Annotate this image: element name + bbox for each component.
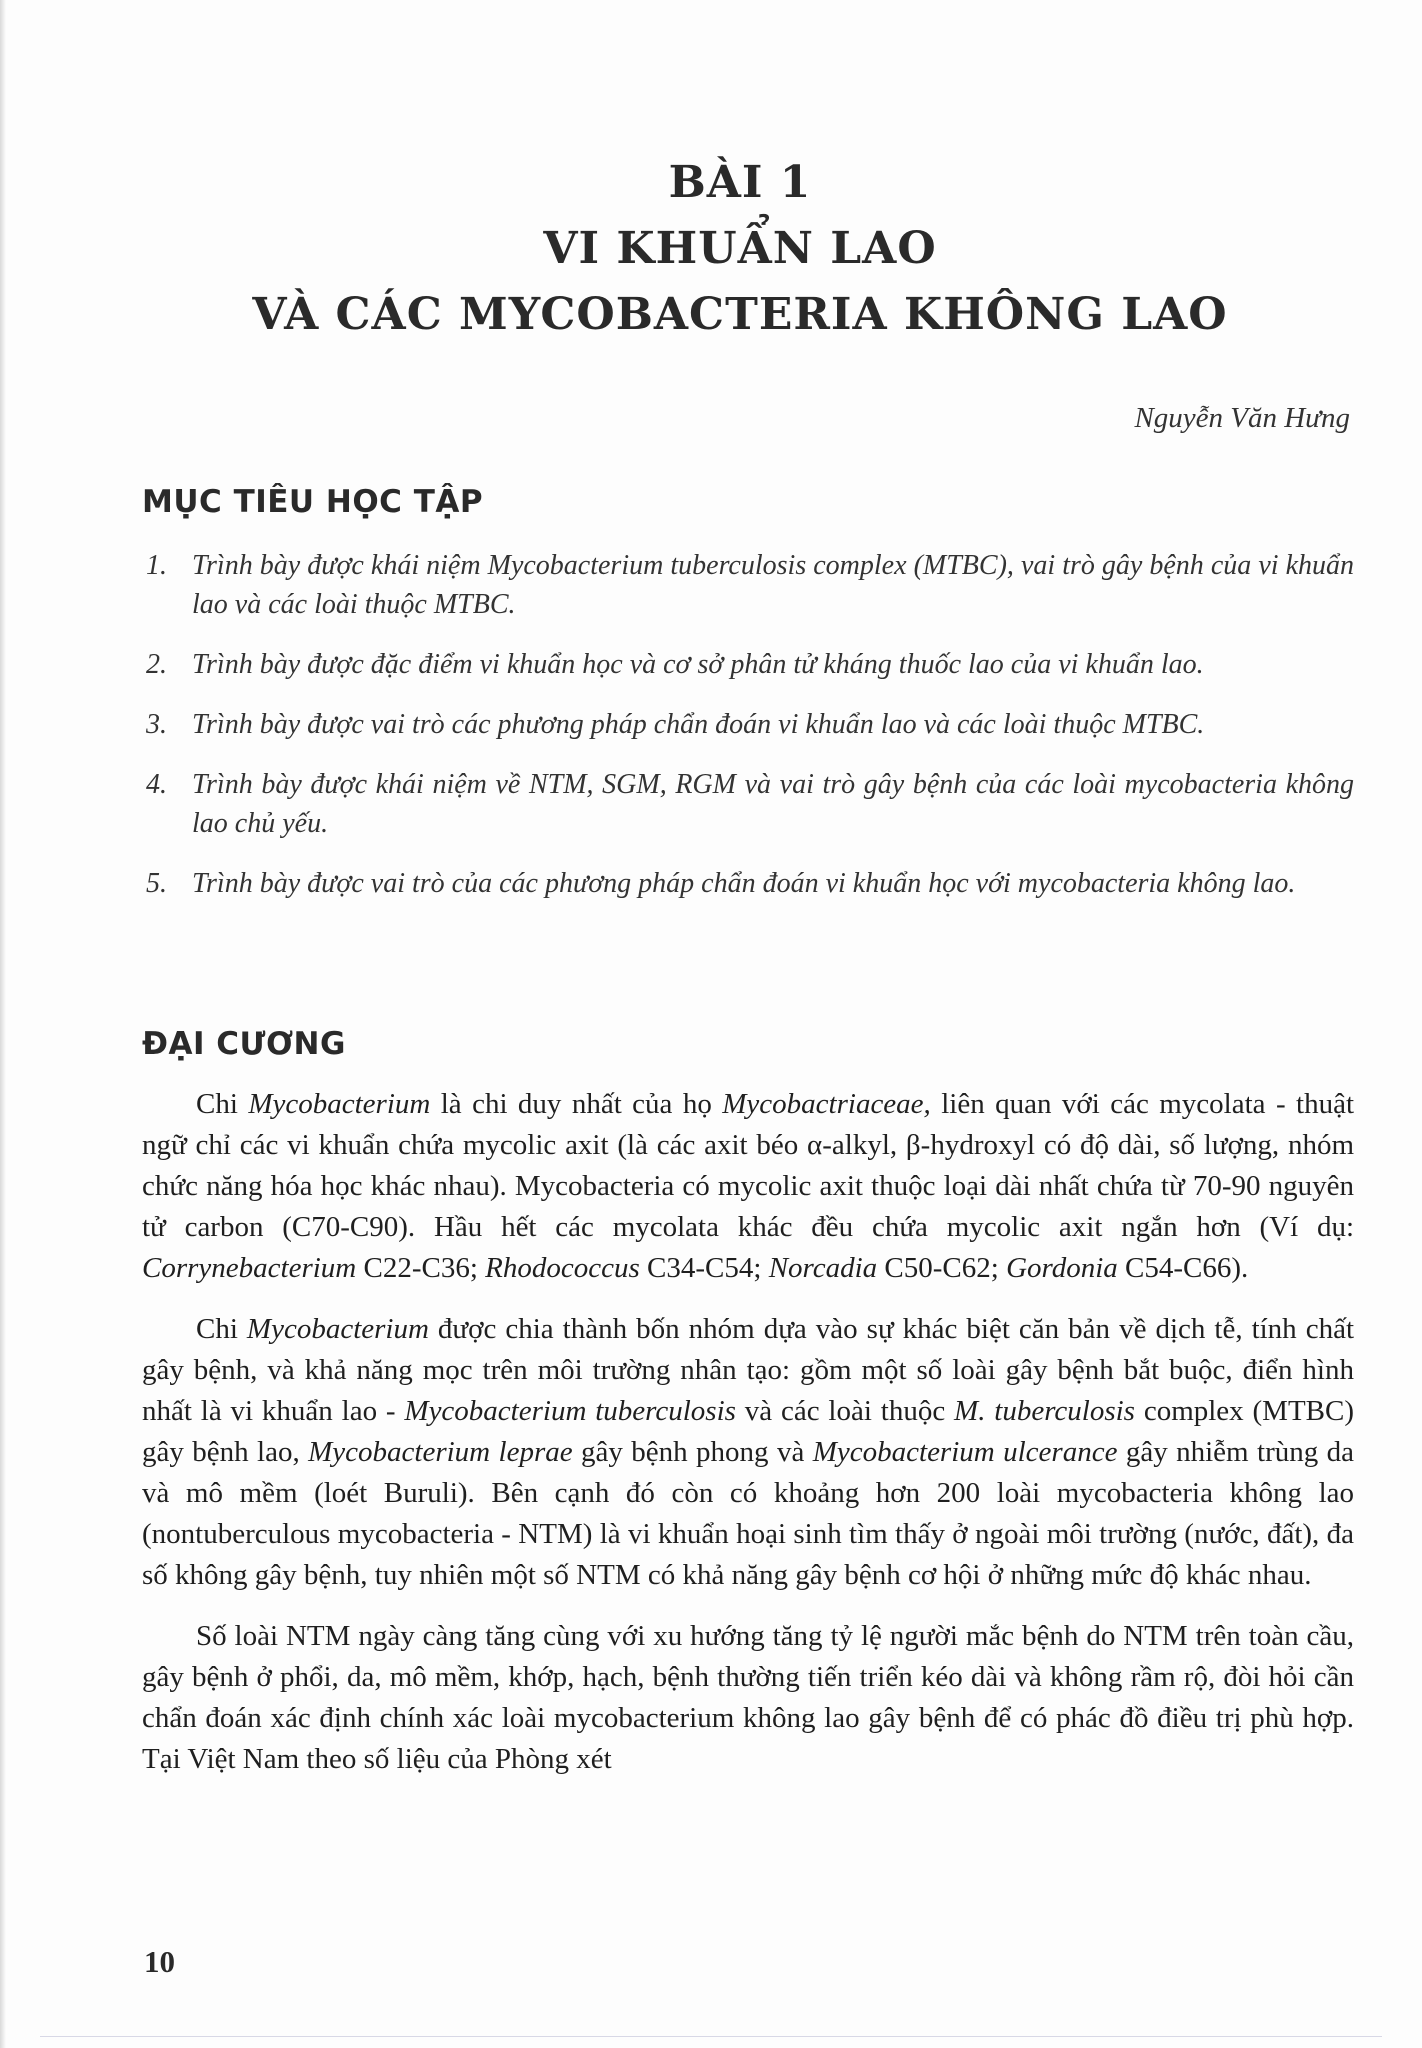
text-run: là chi duy nhất của họ — [430, 1088, 723, 1120]
species-name: Norcadia — [768, 1252, 878, 1284]
item-number: 3. — [146, 709, 167, 740]
item-text: Trình bày được vai trò của các phương pháp chẩn đoán vi khuẩn học với mycobacteria không lao. — [192, 868, 1296, 899]
page-number: 10 — [144, 1944, 175, 1979]
text-run: liên quan với các mycolata - thuật ngữ chỉ các vi khuẩn chứa mycolic axit (là các axit béo α-alkyl, β-hydroxyl có độ dài, số lượng, nhóm chức năng hóa học khác nhau). Mycobacteria có mycolic axit thuộc loại dài nhất chứa từ 70-90 nguyên tử carbon (C70-C90). Hầu hết các mycolata khác đều chứa mycolic axit ngắn hơn (Ví dụ: — [142, 1088, 1355, 1243]
species-name: Corrynebacterium — [142, 1252, 357, 1284]
item-text: Trình bày được vai trò các phương pháp chẩn đoán vi khuẩn lao và các loài thuộc MTBC. — [192, 709, 1205, 740]
species-name: Mycobactriaceae, — [722, 1088, 931, 1120]
species-name: Mycobacterium tuberculosis — [404, 1395, 736, 1427]
text-run: Chi — [196, 1088, 249, 1120]
species-name: Mycobacterium — [248, 1088, 431, 1120]
text-run: C22-C36; — [356, 1252, 486, 1284]
objectives-list — [146, 546, 1354, 924]
text-run: Chi — [196, 1313, 247, 1345]
species-name: Mycobacterium — [246, 1313, 429, 1345]
species-name: Rhodococcus — [485, 1252, 640, 1284]
item-text: Trình bày được khái niệm về NTM, SGM, RGM và vai trò gây bệnh của các loài mycobacteria không lao chủ yếu. — [192, 769, 1354, 839]
text-run: C34-C54; — [639, 1252, 769, 1284]
chapter-title-line-1: VI KHUẨN LAO — [543, 223, 937, 274]
overview-heading: ĐẠI CƯƠNG — [142, 1026, 346, 1062]
text-run: gây nhiễm trùng da và mô mềm (loét Buruli). Bên cạnh đó còn có khoảng hơn 200 loài mycobacteria không lao (nontuberculous mycobacteria - NTM) là vi khuẩn hoại sinh tìm thấy ở ngoài môi trường (nước, đất), đa số không gây bệnh, tuy nhiên một số NTM có khả năng gây bệnh cơ hội ở những mức độ khác nhau. — [142, 1436, 1354, 1591]
chapter-title-line-2: VÀ CÁC MYCOBACTERIA KHÔNG LAO — [252, 289, 1228, 340]
text-run: gây bệnh phong và — [572, 1436, 813, 1468]
item-number: 2. — [146, 649, 167, 680]
item-number: 1. — [146, 550, 167, 581]
item-number: 4. — [146, 769, 167, 800]
chapter-title — [140, 150, 1340, 348]
item-text: Trình bày được khái niệm Mycobacterium tuberculosis complex (MTBC), vai trò gây bệnh của vi khuẩn lao và các loài thuộc MTBC. — [192, 550, 1354, 620]
text-run: C50-C62; — [877, 1252, 1007, 1284]
list-item — [146, 705, 1354, 744]
paragraph — [142, 1309, 1354, 1596]
paragraph — [142, 1084, 1354, 1289]
text-run: được chia thành bốn nhóm dựa vào sự khác biệt căn bản về dịch tễ, tính chất gây bệnh, và khả năng mọc trên môi trường nhân tạo: gồm một số loài gây bệnh bắt buộc, điển hình nhất là vi khuẩn lao - — [142, 1313, 1354, 1427]
text-run: và các loài thuộc — [735, 1395, 955, 1427]
item-number: 5. — [146, 868, 167, 899]
species-name: Mycobacterium leprae — [308, 1436, 573, 1468]
objectives-heading: MỤC TIÊU HỌC TẬP — [142, 484, 484, 520]
author-name: Nguyễn Văn Hưng — [1134, 402, 1350, 434]
list-item — [146, 765, 1354, 843]
list-item — [146, 645, 1354, 684]
species-name: M. tuberculosis — [954, 1395, 1135, 1427]
species-name: Mycobacterium ulcerance — [812, 1436, 1118, 1468]
species-name: Gordonia — [1006, 1252, 1118, 1284]
item-text: Trình bày được đặc điểm vi khuẩn học và cơ sở phân tử kháng thuốc lao của vi khuẩn lao. — [192, 649, 1204, 680]
chapter-number: BÀI 1 — [668, 157, 812, 208]
overview-body — [142, 1084, 1354, 1800]
page-edge-shadow — [0, 0, 6, 2048]
page-bottom-rule — [40, 2036, 1382, 2037]
text-run: C54-C66). — [1117, 1252, 1249, 1284]
list-item — [146, 864, 1354, 903]
text-run: complex (MTBC) gây bệnh lao, — [142, 1395, 1355, 1468]
list-item — [146, 546, 1354, 624]
paragraph: Số loài NTM ngày càng tăng cùng với xu hướng tăng tỷ lệ người mắc bệnh do NTM trên toàn cầu, gây bệnh ở phổi, da, mô mềm, khớp, hạch, bệnh thường tiến triển kéo dài và không rầm rộ, đòi hỏi cần chẩn đoán xác định chính xác loài mycobacterium không lao gây bệnh để có phác đồ điều trị phù hợp. Tại Việt Nam theo số liệu của Phòng xét — [142, 1620, 1354, 1775]
